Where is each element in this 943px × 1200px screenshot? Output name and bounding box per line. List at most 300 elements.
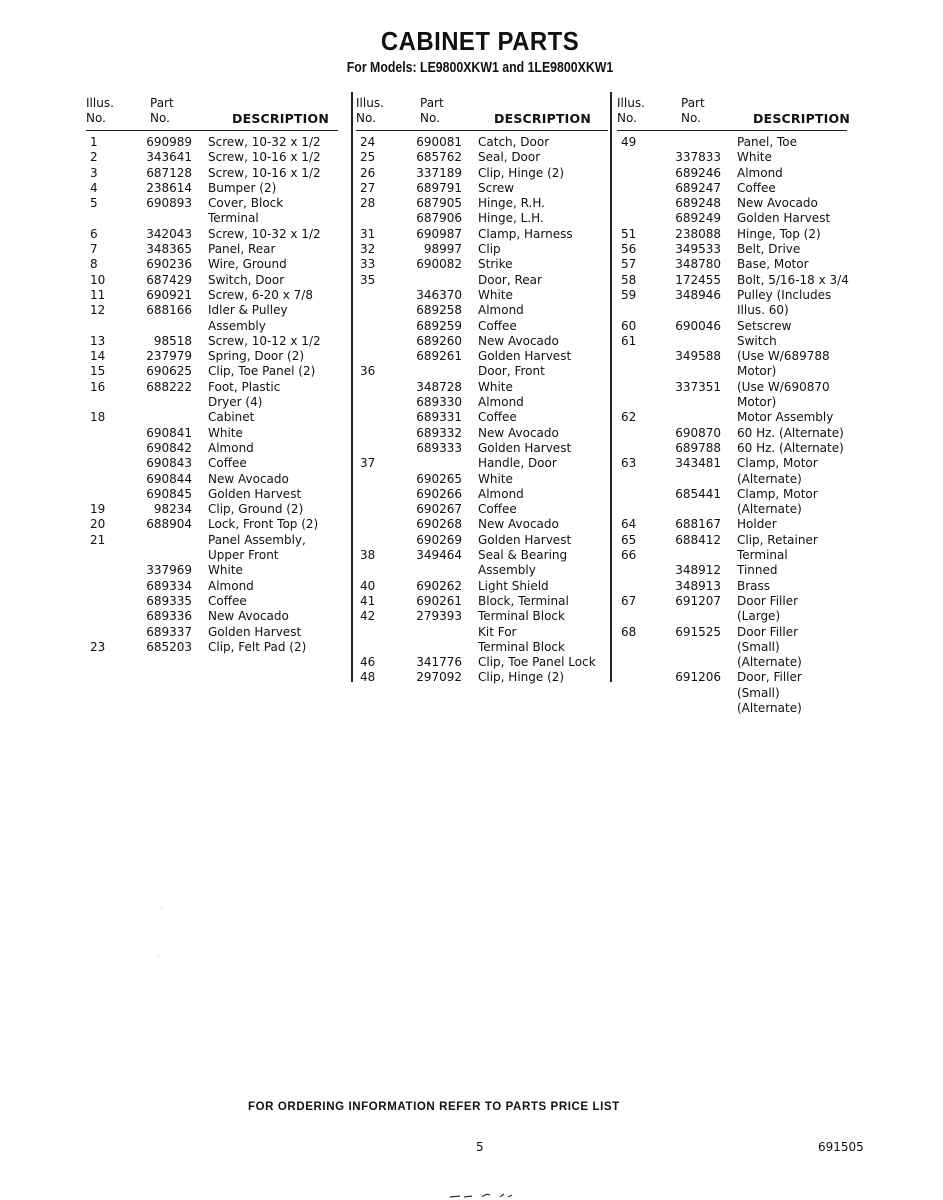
part-number: 690261 xyxy=(416,593,462,608)
table-row xyxy=(617,686,847,701)
part-number: 337969 xyxy=(146,563,192,578)
part-number: 689331 xyxy=(416,410,462,425)
illus-number: 16 xyxy=(90,379,106,394)
part-number: 689260 xyxy=(416,333,462,348)
illus-number: 56 xyxy=(621,242,637,257)
table-row xyxy=(356,211,608,226)
illus-number: 31 xyxy=(360,226,376,241)
table-row xyxy=(86,334,338,349)
table-row xyxy=(356,334,608,349)
table-row xyxy=(86,273,338,288)
table-row xyxy=(86,410,338,425)
part-description: Screw, 10-32 x 1/2 xyxy=(208,226,321,241)
part-description: Handle, Door xyxy=(478,456,557,471)
part-description: Clip, Toe Panel Lock xyxy=(478,655,596,670)
part-description: Illus. 60) xyxy=(737,303,789,318)
part-number: 349533 xyxy=(675,242,721,257)
column-header xyxy=(617,96,850,131)
illus-number: 2 xyxy=(90,150,98,165)
table-row xyxy=(86,166,338,181)
part-number: 690082 xyxy=(416,257,462,272)
illus-number: 35 xyxy=(360,272,376,287)
part-number: 690236 xyxy=(146,257,192,272)
table-row xyxy=(356,196,608,211)
part-number: 348912 xyxy=(675,563,721,578)
part-number: 279393 xyxy=(416,609,462,624)
part-description: Clamp, Harness xyxy=(478,226,573,241)
part-description: Terminal Block xyxy=(478,609,565,624)
illus-number: 19 xyxy=(90,502,106,517)
table-row xyxy=(356,257,608,272)
illus-number: 41 xyxy=(360,593,376,608)
illus-no-header: Illus. No. xyxy=(356,96,384,125)
part-description: Cabinet xyxy=(208,410,255,425)
table-row xyxy=(356,456,608,471)
document-number: 691505 xyxy=(818,1140,864,1154)
part-number: 690845 xyxy=(146,486,192,501)
illus-number: 3 xyxy=(90,165,98,180)
table-row xyxy=(356,288,608,303)
table-row xyxy=(356,548,608,563)
table-row xyxy=(617,670,847,685)
table-row xyxy=(356,380,608,395)
table-row xyxy=(86,227,338,242)
part-number: 689337 xyxy=(146,624,192,639)
part-description: Door, Rear xyxy=(478,272,542,287)
parts-column-1 xyxy=(86,96,338,655)
part-no-header: Part No. xyxy=(150,96,174,125)
part-description: Catch, Door xyxy=(478,135,550,149)
part-description: Belt, Drive xyxy=(737,242,801,257)
table-row xyxy=(86,563,338,578)
part-description: Screw, 10-16 x 1/2 xyxy=(208,165,321,180)
table-row xyxy=(356,441,608,456)
illus-number: 59 xyxy=(621,287,637,302)
part-description: Golden Harvest xyxy=(208,486,302,501)
table-row xyxy=(356,273,608,288)
part-description: Almond xyxy=(737,165,783,180)
part-number: 337351 xyxy=(675,379,721,394)
part-description: Setscrew xyxy=(737,318,792,333)
part-number: 349464 xyxy=(416,548,462,563)
part-description: Golden Harvest xyxy=(478,349,572,364)
illus-number: 21 xyxy=(90,532,106,547)
illus-number: 8 xyxy=(90,257,98,272)
table-row xyxy=(617,273,847,288)
table-row xyxy=(356,640,608,655)
part-description: (Use W/690870 xyxy=(737,379,830,394)
table-row xyxy=(86,364,338,379)
table-row xyxy=(617,288,847,303)
table-row xyxy=(617,548,847,563)
parts-column-2 xyxy=(356,96,608,686)
table-row xyxy=(86,211,338,226)
illus-number: 46 xyxy=(360,655,376,670)
part-number: 690870 xyxy=(675,425,721,440)
illus-number: 68 xyxy=(621,624,637,639)
part-description: Motor) xyxy=(737,364,777,379)
column-header xyxy=(356,96,608,131)
part-number: 348780 xyxy=(675,257,721,272)
table-row xyxy=(617,502,847,517)
part-description: Almond xyxy=(478,486,524,501)
table-row xyxy=(617,257,847,272)
part-description: Motor Assembly xyxy=(737,410,834,425)
part-number: 172455 xyxy=(675,272,721,287)
illus-number: 4 xyxy=(90,180,98,195)
part-number: 337833 xyxy=(675,150,721,165)
part-description: Screw, 10-32 x 1/2 xyxy=(208,135,321,149)
part-number: 348946 xyxy=(675,287,721,302)
table-row xyxy=(617,487,847,502)
table-row xyxy=(617,625,847,640)
table-row xyxy=(617,456,847,471)
part-description: Door, Filler xyxy=(737,670,802,685)
part-description: Terminal Block xyxy=(478,639,565,654)
part-number: 690262 xyxy=(416,578,462,593)
part-no-header: Part No. xyxy=(681,96,705,125)
illus-number: 60 xyxy=(621,318,637,333)
table-row xyxy=(86,380,338,395)
table-row xyxy=(356,150,608,165)
part-description: Kit For xyxy=(478,624,517,639)
part-number: 689332 xyxy=(416,425,462,440)
models-subtitle: For Models: LE9800XKW1 and 1LE9800XKW1 xyxy=(346,60,614,76)
part-description: Motor) xyxy=(737,395,777,410)
part-number: 238614 xyxy=(146,180,192,195)
illus-number: 67 xyxy=(621,593,637,608)
part-description: New Avocado xyxy=(478,517,559,532)
table-row xyxy=(86,395,338,410)
part-number: 691525 xyxy=(675,624,721,639)
table-row xyxy=(356,364,608,379)
table-row xyxy=(86,502,338,517)
illus-number: 57 xyxy=(621,257,637,272)
illus-number: 5 xyxy=(90,196,98,211)
illus-number: 63 xyxy=(621,456,637,471)
part-description: Holder xyxy=(737,517,777,532)
part-description: Coffee xyxy=(478,410,517,425)
table-row xyxy=(617,640,847,655)
part-description: White xyxy=(478,379,513,394)
part-number: 690921 xyxy=(146,287,192,302)
parts-column-3 xyxy=(617,96,850,716)
part-number: 690267 xyxy=(416,502,462,517)
part-description: Almond xyxy=(208,578,254,593)
illus-number: 42 xyxy=(360,609,376,624)
part-description: White xyxy=(208,563,243,578)
table-row xyxy=(617,655,847,670)
part-number: 690989 xyxy=(146,135,192,149)
table-row xyxy=(356,594,608,609)
part-description: (Alternate) xyxy=(737,700,802,715)
part-description: Clip, Retainer xyxy=(737,532,818,547)
part-number: 689259 xyxy=(416,318,462,333)
table-row xyxy=(86,349,338,364)
part-description: Upper Front xyxy=(208,548,279,563)
table-row xyxy=(356,166,608,181)
table-row xyxy=(617,166,847,181)
part-description: Hinge, L.H. xyxy=(478,211,544,226)
part-description: Pulley (Includes xyxy=(737,287,832,302)
illus-number: 32 xyxy=(360,242,376,257)
part-description: 60 Hz. (Alternate) xyxy=(737,425,844,440)
table-row xyxy=(617,441,847,456)
part-description: Clip, Hinge (2) xyxy=(478,165,565,180)
table-row xyxy=(86,441,338,456)
table-row xyxy=(356,502,608,517)
scan-speck xyxy=(161,908,162,909)
table-row xyxy=(356,625,608,640)
table-row xyxy=(356,319,608,334)
part-description: Coffee xyxy=(208,593,247,608)
page-number: 5 xyxy=(476,1140,484,1154)
part-description: Door Filler xyxy=(737,624,799,639)
table-row xyxy=(356,426,608,441)
part-description: (Alternate) xyxy=(737,471,802,486)
part-number: 689248 xyxy=(675,196,721,211)
part-number: 689258 xyxy=(416,303,462,318)
part-number: 689336 xyxy=(146,609,192,624)
illus-number: 27 xyxy=(360,180,376,195)
part-description: Terminal xyxy=(737,548,788,563)
part-description: Clip, Toe Panel (2) xyxy=(208,364,316,379)
illus-number: 26 xyxy=(360,165,376,180)
part-description: Seal, Door xyxy=(478,150,541,165)
part-number: 690843 xyxy=(146,456,192,471)
part-number: 343641 xyxy=(146,150,192,165)
part-description: Coffee xyxy=(737,180,776,195)
table-row xyxy=(86,257,338,272)
illus-number: 25 xyxy=(360,150,376,165)
part-description: White xyxy=(478,287,513,302)
part-description: Golden Harvest xyxy=(208,624,302,639)
part-number: 337189 xyxy=(416,165,462,180)
part-number: 688166 xyxy=(146,303,192,318)
table-row xyxy=(356,181,608,196)
part-number: 685203 xyxy=(146,639,192,654)
part-number: 238088 xyxy=(675,226,721,241)
table-row xyxy=(86,640,338,655)
part-description: Panel Assembly, xyxy=(208,532,306,547)
table-row xyxy=(617,334,847,349)
part-description: Golden Harvest xyxy=(478,440,572,455)
illus-number: 66 xyxy=(621,548,637,563)
scan-speck xyxy=(158,956,159,957)
part-number: 690893 xyxy=(146,196,192,211)
part-number: 689249 xyxy=(675,211,721,226)
part-number: 297092 xyxy=(416,670,462,685)
illus-number: 24 xyxy=(360,135,376,149)
part-description: Clamp, Motor xyxy=(737,456,818,471)
part-number: 688167 xyxy=(675,517,721,532)
part-description: (Alternate) xyxy=(737,502,802,517)
table-row xyxy=(617,242,847,257)
part-description: White xyxy=(478,471,513,486)
part-number: 689246 xyxy=(675,165,721,180)
illus-number: 12 xyxy=(90,303,106,318)
part-number: 691206 xyxy=(675,670,721,685)
table-row xyxy=(617,349,847,364)
part-number: 690268 xyxy=(416,517,462,532)
part-number: 687906 xyxy=(416,211,462,226)
illus-number: 37 xyxy=(360,456,376,471)
table-row xyxy=(86,579,338,594)
parts-list xyxy=(86,135,338,655)
table-row xyxy=(356,517,608,532)
table-row xyxy=(356,487,608,502)
illus-number: 58 xyxy=(621,272,637,287)
part-description: Light Shield xyxy=(478,578,549,593)
table-row xyxy=(86,548,338,563)
table-row xyxy=(617,181,847,196)
illus-number: 48 xyxy=(360,670,376,685)
part-number: 690625 xyxy=(146,364,192,379)
table-row xyxy=(356,135,608,150)
part-description: New Avocado xyxy=(208,471,289,486)
illus-number: 10 xyxy=(90,272,106,287)
part-description: Strike xyxy=(478,257,513,272)
part-number: 343481 xyxy=(675,456,721,471)
part-description: Base, Motor xyxy=(737,257,809,272)
part-description: Terminal xyxy=(208,211,259,226)
part-description: Door Filler xyxy=(737,593,799,608)
part-no-header: Part No. xyxy=(420,96,444,125)
illus-number: 49 xyxy=(621,135,637,149)
table-row xyxy=(617,395,847,410)
part-description: Tinned xyxy=(737,563,778,578)
part-number: 690842 xyxy=(146,440,192,455)
part-number: 98234 xyxy=(153,502,192,517)
part-number: 689791 xyxy=(416,180,462,195)
illus-number: 38 xyxy=(360,548,376,563)
table-row xyxy=(86,426,338,441)
part-description: Spring, Door (2) xyxy=(208,349,305,364)
page-title: CABINET PARTS xyxy=(380,26,580,56)
description-header: DESCRIPTION xyxy=(494,111,591,126)
part-number: 691207 xyxy=(675,593,721,608)
table-row xyxy=(86,135,338,150)
part-description: Brass xyxy=(737,578,771,593)
part-number: 690081 xyxy=(416,135,462,149)
part-description: Almond xyxy=(478,303,524,318)
part-number: 688412 xyxy=(675,532,721,547)
table-row xyxy=(617,609,847,624)
part-number: 690269 xyxy=(416,532,462,547)
part-number: 98997 xyxy=(423,242,462,257)
parts-list xyxy=(617,135,847,716)
part-description: (Large) xyxy=(737,609,781,624)
table-row xyxy=(86,609,338,624)
part-description: (Use W/689788 xyxy=(737,349,830,364)
table-row xyxy=(86,533,338,548)
illus-number: 7 xyxy=(90,242,98,257)
part-description: New Avocado xyxy=(478,425,559,440)
part-description: 60 Hz. (Alternate) xyxy=(737,440,844,455)
handwritten-mark xyxy=(448,1192,528,1198)
illus-number: 11 xyxy=(90,287,106,302)
part-description: Panel, Rear xyxy=(208,242,276,257)
table-row xyxy=(617,135,847,150)
part-description: Golden Harvest xyxy=(478,532,572,547)
table-row xyxy=(617,517,847,532)
part-description: Almond xyxy=(208,440,254,455)
part-description: Screw, 6-20 x 7/8 xyxy=(208,287,313,302)
part-number: 689247 xyxy=(675,180,721,195)
part-description: Bumper (2) xyxy=(208,180,277,195)
table-row xyxy=(617,563,847,578)
part-description: Dryer (4) xyxy=(208,395,263,410)
part-description: Clip xyxy=(478,242,501,257)
part-number: 690841 xyxy=(146,425,192,440)
part-number: 685762 xyxy=(416,150,462,165)
table-row xyxy=(617,227,847,242)
table-row xyxy=(86,196,338,211)
table-row xyxy=(617,426,847,441)
table-row xyxy=(356,670,608,685)
illus-number: 14 xyxy=(90,349,106,364)
illus-number: 13 xyxy=(90,333,106,348)
illus-number: 15 xyxy=(90,364,106,379)
part-description: Hinge, R.H. xyxy=(478,196,545,211)
table-row xyxy=(617,303,847,318)
part-description: Clip, Ground (2) xyxy=(208,502,304,517)
part-number: 690844 xyxy=(146,471,192,486)
part-description: Seal & Bearing xyxy=(478,548,568,563)
table-row xyxy=(617,319,847,334)
part-number: 348365 xyxy=(146,242,192,257)
table-row xyxy=(617,364,847,379)
table-row xyxy=(86,472,338,487)
part-number: 689335 xyxy=(146,593,192,608)
table-row xyxy=(617,150,847,165)
table-row xyxy=(356,655,608,670)
part-number: 348913 xyxy=(675,578,721,593)
table-row xyxy=(617,472,847,487)
part-number: 348728 xyxy=(416,379,462,394)
part-number: 687905 xyxy=(416,196,462,211)
table-row xyxy=(86,594,338,609)
illus-number: 40 xyxy=(360,578,376,593)
ordering-info-note: FOR ORDERING INFORMATION REFER TO PARTS PRICE LIST xyxy=(248,1101,620,1113)
column-divider xyxy=(351,92,353,682)
illus-number: 64 xyxy=(621,517,637,532)
table-row xyxy=(356,563,608,578)
part-description: Screw, 10-16 x 1/2 xyxy=(208,150,321,165)
column-header xyxy=(86,96,338,131)
part-description: Screw, 10-12 x 1/2 xyxy=(208,333,321,348)
table-row xyxy=(617,196,847,211)
table-row xyxy=(617,380,847,395)
table-row xyxy=(86,319,338,334)
parts-list xyxy=(356,135,608,686)
part-description: Switch, Door xyxy=(208,272,285,287)
illus-no-header: Illus. No. xyxy=(86,96,114,125)
illus-number: 28 xyxy=(360,196,376,211)
part-description: Wire, Ground xyxy=(208,257,287,272)
part-description: Block, Terminal xyxy=(478,593,569,608)
part-number: 342043 xyxy=(146,226,192,241)
part-description: Coffee xyxy=(478,502,517,517)
part-description: Almond xyxy=(478,395,524,410)
table-row xyxy=(86,625,338,640)
part-description: Switch xyxy=(737,333,777,348)
part-description: Door, Front xyxy=(478,364,545,379)
illus-number: 51 xyxy=(621,226,637,241)
part-number: 688904 xyxy=(146,517,192,532)
illus-number: 6 xyxy=(90,226,98,241)
part-description: Coffee xyxy=(478,318,517,333)
